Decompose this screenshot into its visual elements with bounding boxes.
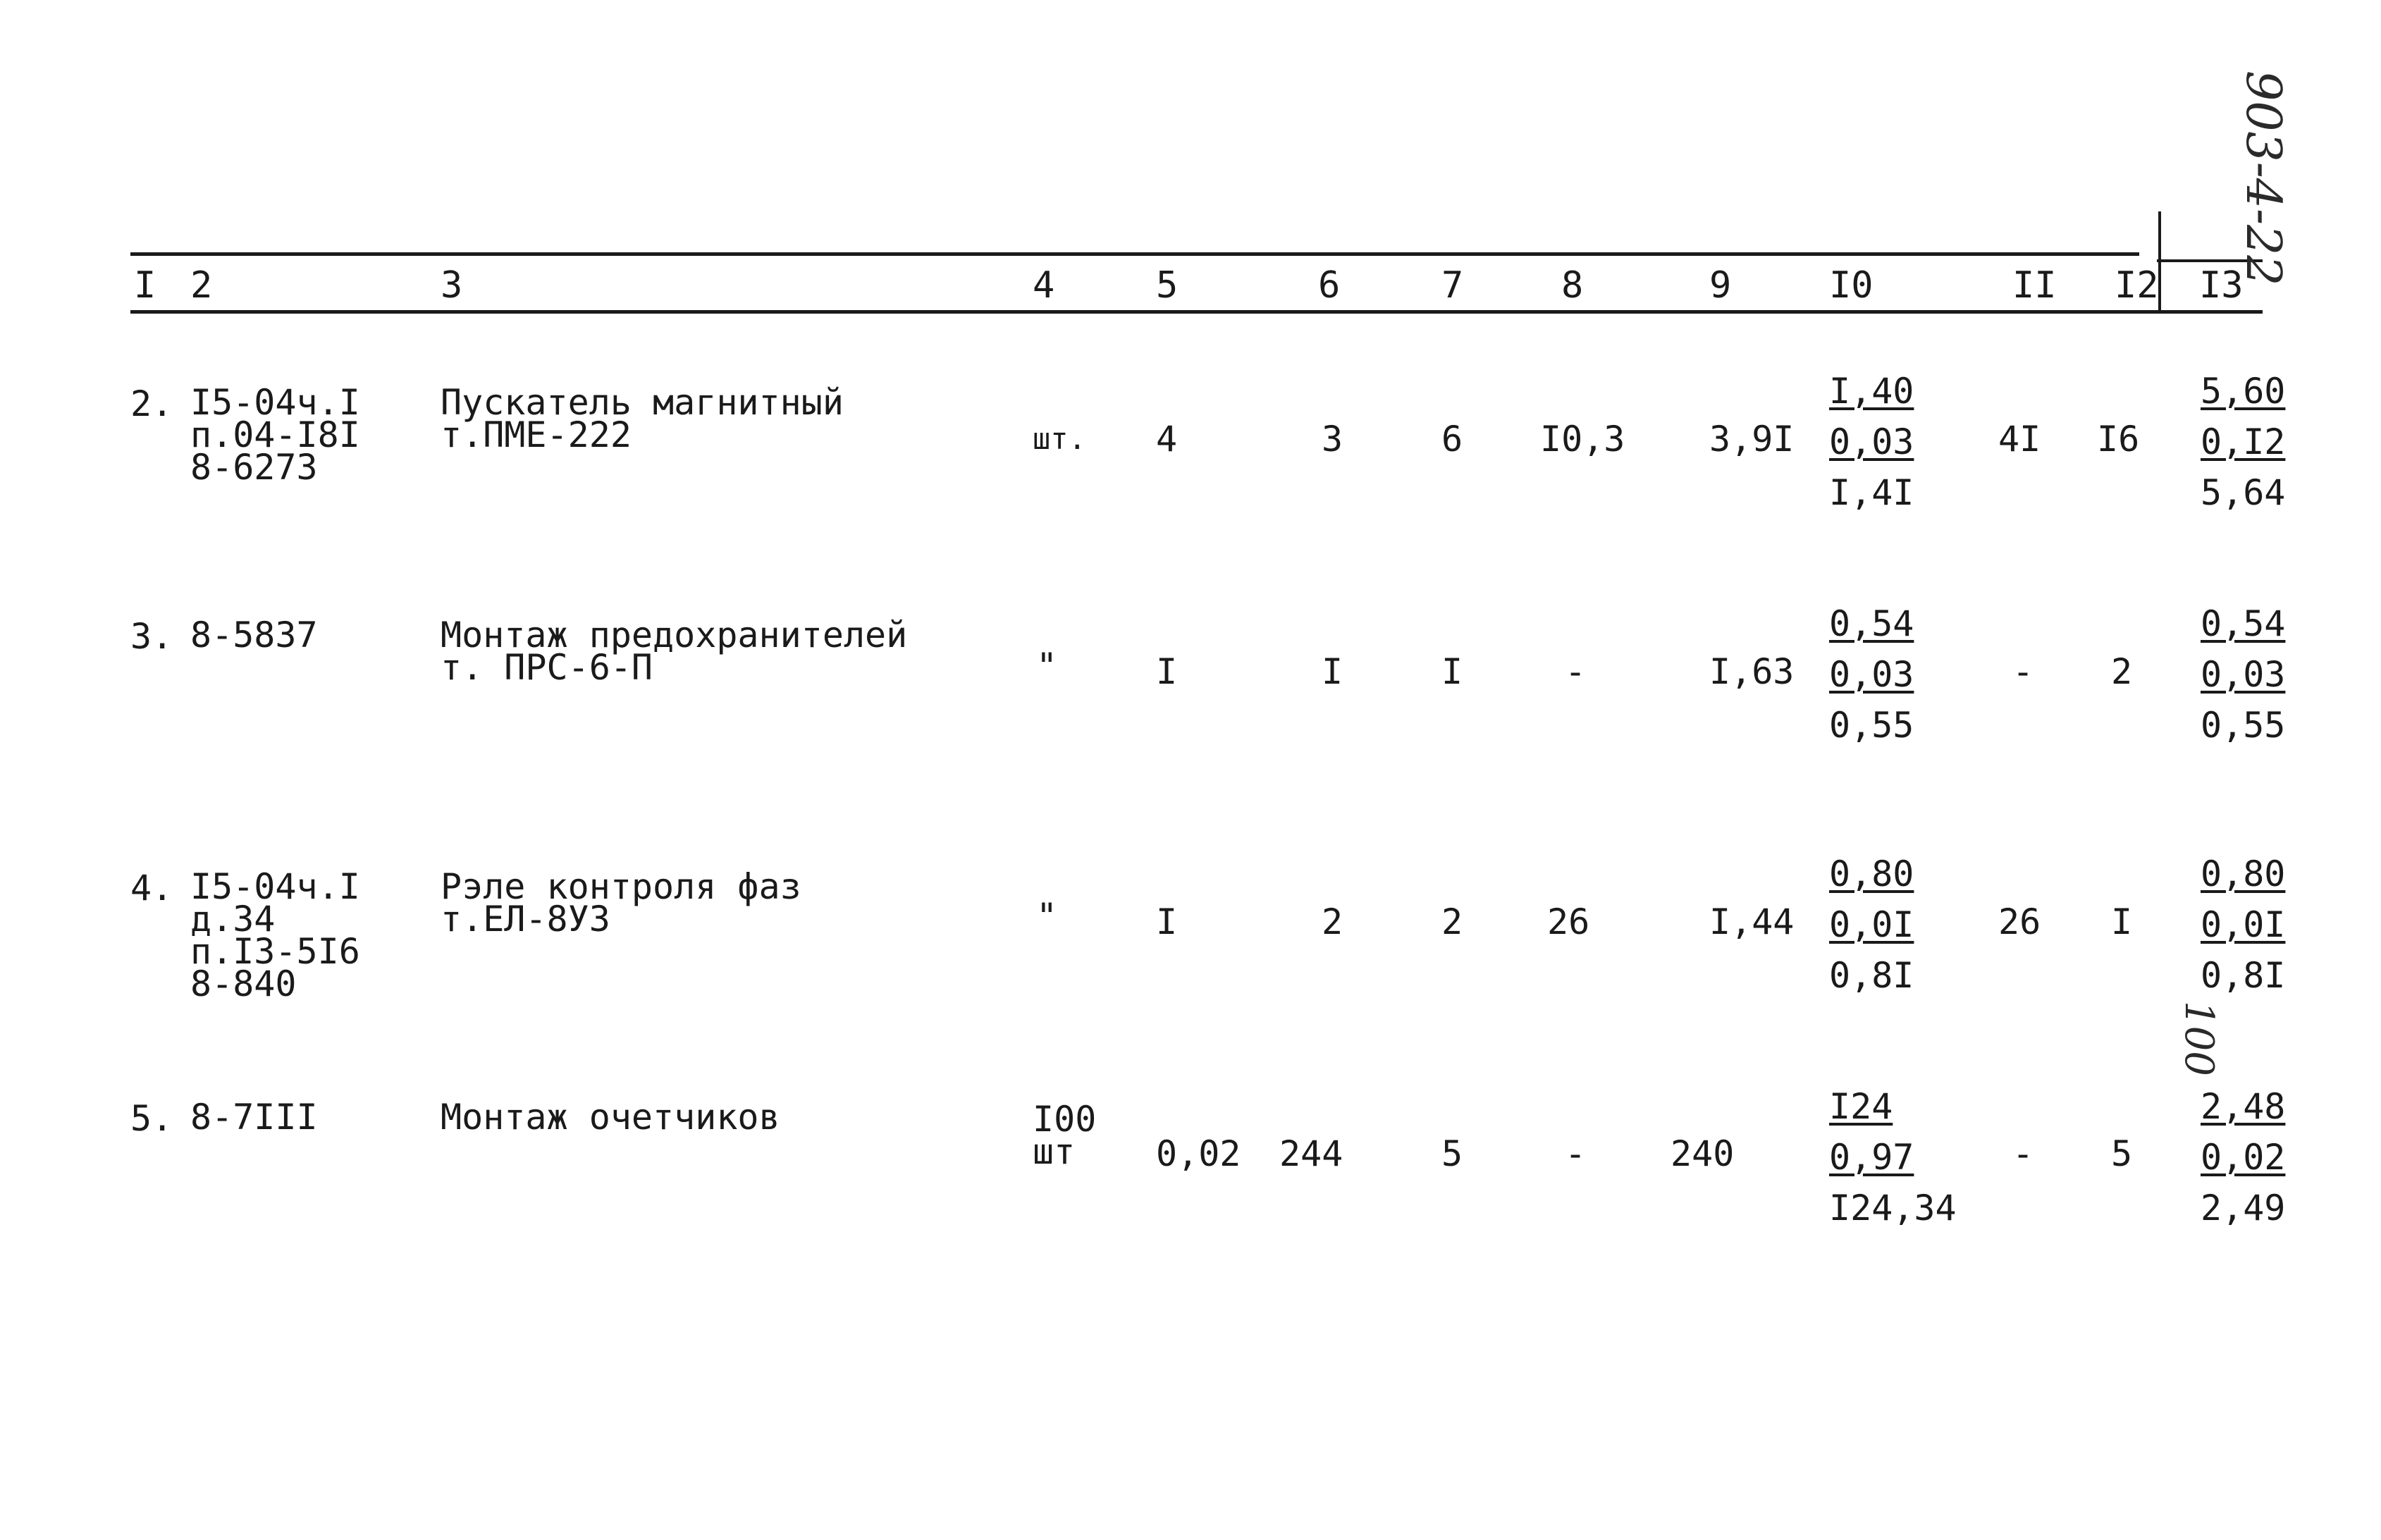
value-bottom: 0,55 (2201, 705, 2286, 746)
col-header-7: 7 (1441, 264, 1464, 307)
document-number: 903-4-22 (2235, 70, 2291, 286)
cell-col6: 244 (1279, 1133, 1343, 1174)
value-middle: 0,03 (2201, 654, 2286, 695)
value-top: 5,60 (2201, 371, 2286, 412)
row-unit: " (1036, 646, 1058, 686)
cell-col12: 2 (2111, 651, 2133, 692)
value-middle: 0,97 (1829, 1137, 1914, 1178)
row-number: 3. (130, 616, 173, 657)
row-code (190, 1097, 318, 1138)
cell-col5: 4 (1156, 419, 1178, 460)
row-name (441, 382, 844, 455)
row-number: 4. (130, 868, 173, 908)
value-bottom: 2,49 (2201, 1188, 2286, 1228)
code-line: 8-7III (190, 1097, 318, 1138)
value-top: 0,54 (2201, 603, 2286, 644)
row-number: 2. (130, 383, 173, 424)
cell-col6: 3 (1322, 419, 1343, 460)
col-header-10: I0 (1829, 264, 1874, 307)
cell-col7: I (1441, 651, 1463, 692)
value-bottom: I,4I (1829, 472, 1914, 513)
cell-col10 (1829, 371, 1914, 513)
value-top: 0,80 (1829, 854, 1914, 894)
cell-col12: I (2111, 901, 2133, 942)
value-middle: 0,02 (2201, 1137, 2286, 1178)
cell-col8: I0,3 (1540, 419, 1625, 460)
cell-col10 (1829, 603, 1914, 746)
cell-col7: 2 (1441, 901, 1463, 942)
cell-col12: I6 (2097, 419, 2140, 460)
code-line: п.04-I8I (190, 414, 360, 455)
row-code (190, 866, 360, 1004)
value-middle: 0,03 (1829, 654, 1914, 695)
value-top: 0,80 (2201, 854, 2286, 894)
code-line: д.34 (190, 899, 276, 940)
unit-line: I00 (1033, 1099, 1097, 1140)
col-header-9: 9 (1709, 264, 1732, 307)
value-middle: 0,03 (1829, 421, 1914, 462)
col-header-12: I2 (2115, 264, 2159, 307)
cell-col13 (2201, 1086, 2286, 1228)
row-name (441, 1097, 780, 1138)
col-header-1: I (134, 264, 156, 307)
name-line: т. ПРС-6-П (441, 647, 653, 688)
value-bottom: I24,34 (1829, 1188, 1957, 1228)
cell-col6: I (1322, 651, 1343, 692)
cell-col12: 5 (2111, 1133, 2133, 1174)
col-header-11: II (2012, 264, 2057, 307)
cell-col10 (1829, 1086, 1957, 1228)
cell-col9: I,44 (1709, 901, 1795, 942)
row-code (190, 615, 318, 655)
cell-col11: - (2012, 1133, 2034, 1174)
cell-col11: - (2012, 651, 2034, 692)
cell-col6: 2 (1322, 901, 1343, 942)
value-top: I,40 (1829, 371, 1914, 412)
code-line: 8-6273 (190, 447, 318, 488)
cell-col10 (1829, 854, 1914, 996)
value-bottom: 0,8I (1829, 955, 1914, 996)
side-note: 100 (2176, 1001, 2222, 1076)
cell-col5: I (1156, 901, 1178, 942)
cell-col8: 26 (1547, 901, 1590, 942)
value-middle: 0,0I (2201, 904, 2286, 945)
cell-col11: 4I (1998, 419, 2041, 460)
code-line: 8-840 (190, 963, 297, 1004)
col-header-8: 8 (1561, 264, 1584, 307)
row-unit (1033, 1099, 1097, 1172)
col-header-2: 2 (190, 264, 213, 307)
cell-col5: I (1156, 651, 1178, 692)
header-top-rule (130, 252, 2139, 256)
value-bottom: 0,8I (2201, 955, 2286, 996)
cell-col13 (2201, 854, 2286, 996)
header-bottom-rule (130, 310, 2263, 314)
name-line: Монтаж очетчиков (441, 1097, 780, 1138)
cell-col7: 5 (1441, 1133, 1463, 1174)
cell-col5: 0,02 (1156, 1133, 1241, 1174)
value-bottom: 5,64 (2201, 472, 2286, 513)
row-number: 5. (130, 1098, 173, 1139)
row-name (441, 615, 908, 688)
cell-col9: I,63 (1709, 651, 1795, 692)
unit-line: шт (1033, 1131, 1076, 1172)
code-line: 8-5837 (190, 615, 318, 655)
col-header-13: I3 (2199, 264, 2244, 307)
name-line: Монтаж предохранителей (441, 615, 908, 655)
name-line: Рэле контроля фаз (441, 866, 801, 907)
value-middle: 0,I2 (2201, 421, 2286, 462)
cell-col13 (2201, 603, 2286, 746)
value-bottom: 0,55 (1829, 705, 1914, 746)
col-header-3: 3 (441, 264, 463, 307)
name-line: т.ЕЛ-8У3 (441, 899, 610, 940)
cell-col11: 26 (1998, 901, 2041, 942)
code-line: I5-04ч.I (190, 382, 360, 423)
value-top: 0,54 (1829, 603, 1914, 644)
row-name (441, 866, 801, 940)
cell-col9: 240 (1671, 1133, 1735, 1174)
col-header-5: 5 (1156, 264, 1179, 307)
col-header-4: 4 (1033, 264, 1055, 307)
row-code (190, 382, 360, 488)
code-line: I5-04ч.I (190, 866, 360, 907)
cell-col7: 6 (1441, 419, 1463, 460)
value-top: I24 (1829, 1086, 1893, 1127)
code-line: п.I3-5I6 (190, 931, 360, 972)
col-header-6: 6 (1318, 264, 1341, 307)
row-unit: " (1036, 896, 1058, 937)
value-top: 2,48 (2201, 1086, 2286, 1127)
cell-col13 (2201, 371, 2286, 513)
name-line: Пускатель магнитный (441, 382, 844, 423)
cell-col8: - (1565, 1133, 1587, 1174)
row-unit: шт. (1033, 421, 1086, 456)
cell-col9: 3,9I (1709, 419, 1795, 460)
value-middle: 0,0I (1829, 904, 1914, 945)
cell-col8: - (1565, 651, 1587, 692)
name-line: т.ПМЕ-222 (441, 414, 632, 455)
